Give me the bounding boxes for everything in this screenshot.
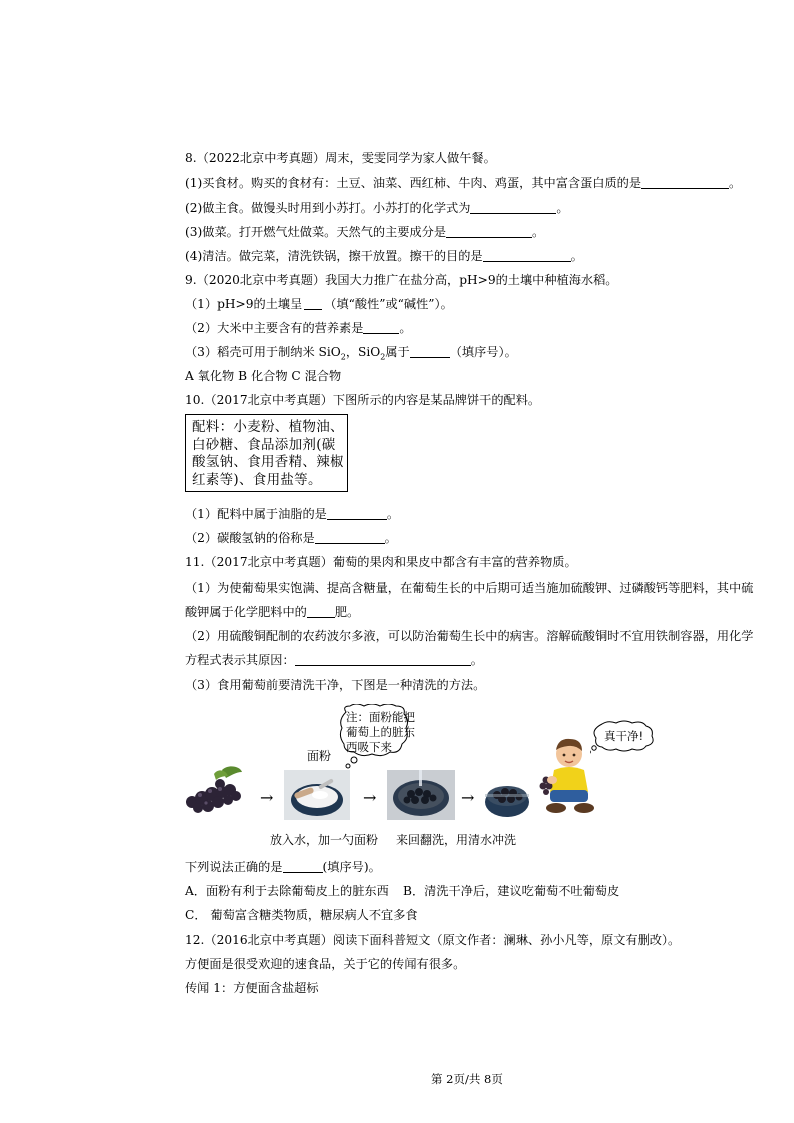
q10-part1 bbox=[185, 506, 399, 522]
caption-rinse: 来回翻洗，用清水冲洗 bbox=[396, 833, 517, 847]
q11-part4 bbox=[185, 859, 381, 875]
q8-part1-text: (1)买食材。购买的食材有：土豆、油菜、西红柿、牛肉、鸡蛋，其中富含蛋白质的是 bbox=[185, 176, 642, 190]
subscript: 2 bbox=[380, 352, 386, 362]
q8-part2 bbox=[185, 200, 569, 216]
q10-part1-text: （1）配料中属于油脂的是 bbox=[185, 507, 327, 521]
q12-rumor1: 传闻 1：方便面含盐超标 bbox=[185, 981, 319, 995]
q11-option-c: C． 葡萄富含糖类物质，糖尿病人不宜多食 bbox=[185, 908, 418, 922]
q9-part1-text: （1）pH>9的土壤呈 bbox=[185, 297, 303, 311]
q8-stem: 8.（2022北京中考真题）周末，雯雯同学为家人做午餐。 bbox=[185, 151, 496, 165]
q11-part4-text: 下列说法正确的是 bbox=[185, 860, 283, 874]
q11-part2-line1: （2）用硫酸铜配制的农药波尔多液，可以防治葡萄生长中的病害。溶解硫酸铜时不宜用铁制容器，用化学 bbox=[185, 629, 754, 643]
q10-stem: 10.（2017北京中考真题）下图所示的内容是某品牌饼干的配料。 bbox=[185, 393, 541, 407]
q9-part2-text: （2）大米中主要含有的营养素是 bbox=[185, 321, 364, 335]
q9-part3 bbox=[185, 344, 517, 365]
q11-part3: （3）食用葡萄前要清洗干净，下图是一种清洗的方法。 bbox=[185, 678, 486, 692]
q9-part3-text2: ，SiO bbox=[345, 345, 381, 359]
q9-stem: 9.（2020北京中考真题）我国大力推广在盐分高，pH>9的土壤中种植海水稻。 bbox=[185, 273, 618, 287]
caption-add-flour: 放入水，加一勺面粉 bbox=[270, 833, 379, 847]
answer-blank[interactable] bbox=[446, 225, 532, 238]
answer-blank[interactable] bbox=[641, 176, 729, 189]
answer-blank[interactable] bbox=[307, 605, 335, 618]
ingredients-line: 红素等)、食用盐等。 bbox=[192, 471, 322, 488]
q8-part3-end: 。 bbox=[532, 225, 545, 239]
q9-part3-text: （3）稻壳可用于制纳米 SiO bbox=[185, 345, 341, 359]
q9-part3-text3: 属于 bbox=[385, 345, 410, 359]
q8-part3 bbox=[185, 224, 544, 240]
clean-grapes-bowl-image bbox=[482, 770, 532, 824]
q8-part1-end: 。 bbox=[729, 176, 742, 190]
q9-options: A 氧化物 B 化合物 C 混合物 bbox=[185, 369, 342, 383]
q11-option-b: B．清洗干净后，建议吃葡萄不吐葡萄皮 bbox=[403, 884, 620, 898]
q8-part4 bbox=[185, 248, 583, 264]
q9-part2 bbox=[185, 320, 412, 336]
ingredients-box bbox=[185, 414, 348, 492]
q8-part1 bbox=[185, 175, 741, 191]
q11-stem: 11.（2017北京中考真题）葡萄的果肉和果皮中都含有丰富的营养物质。 bbox=[185, 555, 577, 569]
q8-part2-end: 。 bbox=[556, 201, 569, 215]
subscript: 2 bbox=[340, 352, 346, 362]
q9-part1-hint: （填“酸性”或“碱性”）。 bbox=[324, 297, 453, 311]
q11-part4-hint: (填序号)。 bbox=[322, 860, 381, 874]
q12-stem: 12.（2016北京中考真题）阅读下面科普短文（原文作者：澜琳、孙小凡等，原文有删改）。 bbox=[185, 933, 681, 947]
grapes-image bbox=[184, 764, 246, 818]
answer-blank[interactable] bbox=[410, 345, 450, 358]
q9-part3-hint: （填序号）。 bbox=[449, 345, 517, 359]
q11-option-a: A．面粉有利于去除葡萄皮上的脏东西 bbox=[185, 884, 389, 898]
page-number: 第 2页/共 8页 bbox=[431, 1072, 503, 1086]
q8-part2-text: (2)做主食。做馒头时用到小苏打。小苏打的化学式为 bbox=[185, 201, 471, 215]
q9-part1 bbox=[185, 296, 453, 312]
ingredients-line: 酸氢钠、食用香精、辣椒 bbox=[192, 454, 344, 470]
answer-blank[interactable] bbox=[295, 653, 471, 666]
flour-label: 面粉 bbox=[307, 749, 332, 763]
q9-part2-end: 。 bbox=[399, 321, 412, 335]
q8-part4-text: (4)清洁。做完菜，清洗铁锅，擦干放置。擦干的目的是 bbox=[185, 249, 483, 263]
q11-part1-line2 bbox=[185, 604, 359, 620]
arrow-right-icon: → bbox=[461, 788, 475, 807]
q11-part1-line1: （1）为使葡萄果实饱满、提高含糖量，在葡萄生长的中后期可适当施加硫酸钾、过磷酸钙等肥料，其中硫 bbox=[185, 581, 754, 595]
bubble-clean-text: 真干净! bbox=[604, 729, 644, 743]
q11-part2-line2 bbox=[185, 652, 483, 668]
q10-part2 bbox=[185, 530, 397, 546]
answer-blank[interactable] bbox=[470, 201, 556, 214]
answer-blank[interactable] bbox=[315, 531, 385, 544]
flour-pot-image bbox=[284, 770, 350, 824]
bubble-note-line: 西吸下来 bbox=[346, 740, 392, 754]
answer-blank[interactable] bbox=[483, 249, 571, 262]
ingredients-line: 白砂糖、食品添加剂(碳 bbox=[192, 436, 336, 453]
q8-part3-text: (3)做菜。打开燃气灶做菜。天然气的主要成分是 bbox=[185, 225, 447, 239]
q12-intro: 方便面是很受欢迎的速食品，关于它的传闻有很多。 bbox=[185, 957, 466, 971]
q11-part2-text: 方程式表示其原因： bbox=[185, 653, 295, 667]
arrow-right-icon: → bbox=[260, 788, 274, 807]
q10-part2-end: 。 bbox=[384, 531, 397, 545]
rinsing-grapes-image bbox=[387, 770, 455, 824]
arrow-right-icon: → bbox=[363, 788, 377, 807]
answer-blank[interactable] bbox=[304, 297, 322, 310]
answer-blank[interactable] bbox=[283, 860, 323, 873]
bubble-note-line: 葡萄上的脏东 bbox=[346, 725, 415, 739]
q11-part1-end: 肥。 bbox=[334, 605, 360, 619]
q11-part2-end: 。 bbox=[470, 653, 483, 667]
q11-part1-text: 酸钾属于化学肥料中的 bbox=[185, 605, 307, 619]
answer-blank[interactable] bbox=[363, 321, 399, 334]
q10-part2-text: （2）碳酸氢钠的俗称是 bbox=[185, 531, 315, 545]
bubble-note-line: 注：面粉能把 bbox=[346, 710, 415, 724]
answer-blank[interactable] bbox=[327, 507, 387, 520]
q8-part4-end: 。 bbox=[570, 249, 583, 263]
q10-part1-end: 。 bbox=[386, 507, 400, 521]
ingredients-line: 配料：小麦粉、植物油、 bbox=[192, 419, 344, 435]
